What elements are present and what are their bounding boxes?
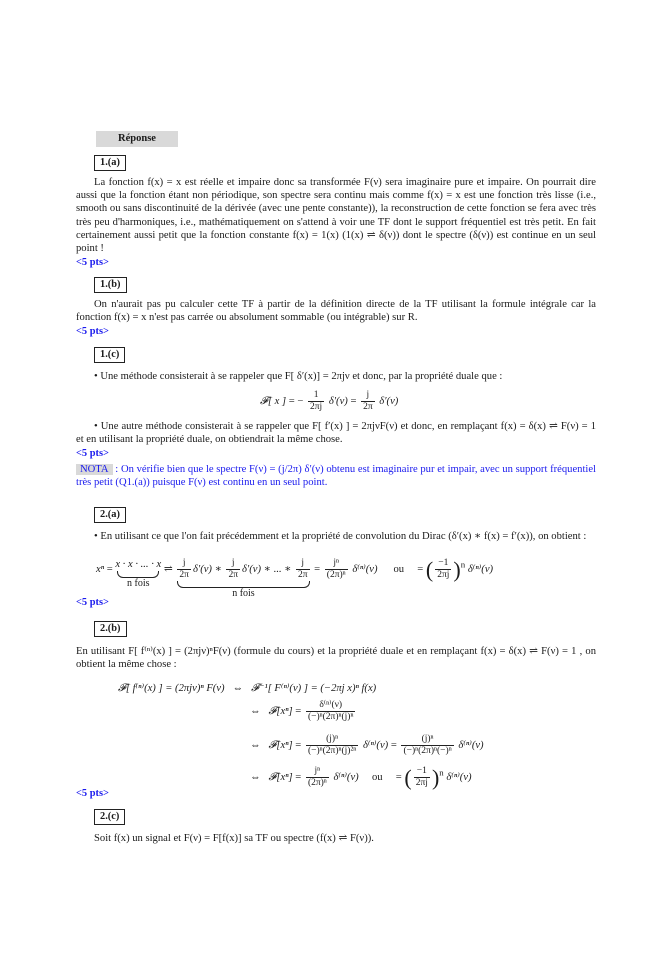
points-2b: <5 pts>: [76, 788, 109, 799]
section-1c-text-2: • Une autre méthode consisterait à se rappeler que F[ f′(x) ] = 2πjνF(ν) et donc, en remplaçant f(x) = δ(x) ⇌ F(ν) = 1 et en utilisant la propriété duale, on obtiendrait la même chose.: [76, 421, 596, 446]
reponse-header: Réponse: [96, 131, 178, 147]
section-1a-text: La fonction f(x) = x est réelle et impaire donc sa transformée F(ν) sera imaginaire pure et impaire. On pourrait dire aussi que la fonction étant non périodique, son spectre sera continu mais comme f(x) = x est une fonction très lisse (i.e., smooth ou sans discontinuité de la dérivée (avec une pente constante)), la reconstruction de cette fonction se fera avec très très peu d'harmoniques, i.e., mathématiquement on s'attend à voir une TF dont le support fréquentiel est très petit. En fait certainement aussi petit que la fonction constante f(x) = 1(x) (1(x) ⇌ δ(ν)) dont le spectre (δ(ν)) est continue en un seul point !: [76, 177, 596, 255]
nota-text: : On vérifie bien que le spectre F(ν) = (j/2π) δ′(ν) obtenu est imaginaire pur et impair, avec un support fréquentiel très petit (Q1.(a)) puisque F(ν) est continu en un seul point.: [76, 464, 596, 489]
section-1b-text: On n'aurait pas pu calculer cette TF à partir de la définition directe de la TF utilisant la formule intégrale car la fonction f(x) = x n'est pas carrée ou absolument sommable (ou intégrable) sur R.: [76, 299, 596, 324]
equation-1c: 𝓕[ x ] = − $\frac{1}{2\pi j}$ δ′(ν) = $\frac{j}{2\pi}$ δ′(ν): [260, 390, 399, 412]
section-2b-text: En utilisant F[ f⁽ⁿ⁾(x) ] = (2πjν)ⁿF(ν) (formule du cours) et la propriété duale et en remplaçant f(x) = δ(x) ⇌ F(ν) = 1 , on obtient la même chose :: [76, 646, 596, 671]
section-label-1b: 1.(b): [94, 277, 127, 293]
nota-block: [76, 463, 596, 489]
section-label-2c: 2.(c): [94, 809, 125, 825]
section-label-2a: 2.(a): [94, 507, 126, 523]
section-label-1a: 1.(a): [94, 155, 126, 171]
equation-2b-line-2: ⇔ 𝓕[xⁿ] = $\frac{\text{δ⁽ⁿ⁾(ν)}}{\text{(−)ⁿ(2π)ⁿ(j)ⁿ}}$: [250, 700, 354, 722]
equation-2b-line-4: ⇔ 𝓕[xⁿ] = $\frac{\text{jⁿ}}{\text{(2π)ⁿ}}$ δ⁽ⁿ⁾(ν) ou = ( $\frac{-1}{2\pi j}$ )$^n$ δ⁽ⁿ⁾(ν): [250, 764, 472, 790]
points-1a: <5 pts>: [76, 257, 109, 268]
n-fois-label-2: n fois: [232, 588, 255, 599]
nota-label: NOTA: [76, 464, 113, 475]
section-2c-text: Soit f(x) un signal et F(ν) = F[f(x)] sa TF ou spectre (f(x) ⇌ F(ν)).: [94, 833, 374, 844]
points-2a: <5 pts>: [76, 597, 109, 608]
points-1b: <5 pts>: [76, 326, 109, 337]
equation-2b-line-1: 𝓕[ f⁽ⁿ⁾(x) ] = (2πjν)ⁿ F(ν) ⇔ 𝓕⁻¹[ F⁽ⁿ⁾(ν) ] = (−2πj x)ⁿ f(x): [118, 683, 377, 694]
ou-label-2a: ou: [393, 563, 405, 575]
section-2a-text: • En utilisant ce que l'on fait précédemment et la propriété de convolution du Dirac (δ′(x) ∗ f(x) = f′(x)), on obtient :: [94, 531, 587, 542]
ou-label-2b: ou: [371, 771, 383, 783]
section-label-2b: 2.(b): [94, 621, 127, 637]
equation-2b-line-3: ⇔ 𝓕[xⁿ] = $\frac{\text{(j)ⁿ}}{\text{(−)ⁿ(2π)ⁿ(j)²ⁿ}}$ δ⁽ⁿ⁾(ν) = $\frac{\text{(j)ⁿ}}{\text{(−)ⁿ(2π)ⁿ(−)ⁿ}}$ δ⁽ⁿ⁾(ν): [250, 734, 484, 756]
section-1c-text-1: • Une méthode consisterait à se rappeler que F[ δ′(x)] = 2πjν et donc, par la propriété duale que :: [94, 371, 503, 382]
equation-2a: xⁿ = x · x · ... · x n fois ⇌ $\frac{j}{2\pi}$ δ′(ν) ∗ $\frac{j}{2\pi}$ δ′(ν) ∗ ... ∗ $\frac{j}{2\pi}$ n fois = $\frac{\text{jⁿ}}{\text{(2π)ⁿ}}$ δ⁽ⁿ⁾(ν) ou = ( $\frac{-1}{2\pi j}$ )$^n$ δ⁽ⁿ⁾(ν): [96, 556, 494, 599]
points-1c: <5 pts>: [76, 448, 109, 459]
section-label-1c: 1.(c): [94, 347, 125, 363]
n-fois-label-1: n fois: [127, 578, 150, 590]
